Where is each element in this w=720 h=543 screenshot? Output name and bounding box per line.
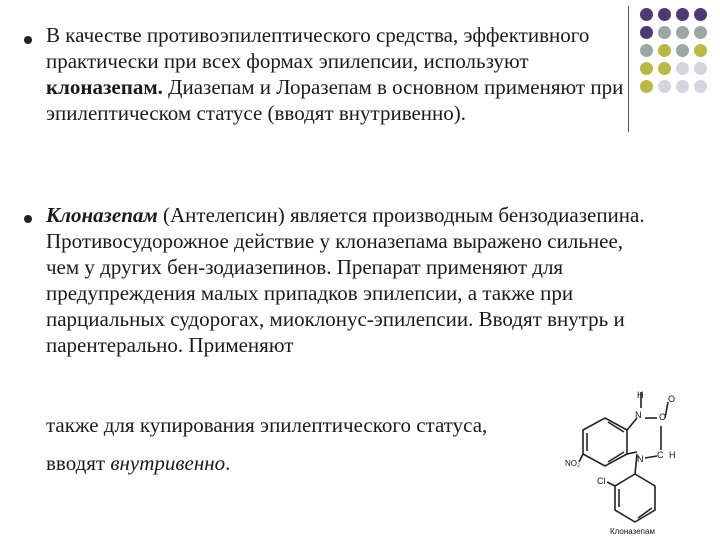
p3-line2a: вводят bbox=[46, 451, 111, 475]
decorative-dot bbox=[694, 8, 707, 21]
decorative-dot bbox=[640, 26, 653, 39]
decorative-dot bbox=[640, 8, 653, 21]
decorative-dot bbox=[658, 26, 671, 39]
structure-svg bbox=[565, 388, 715, 538]
paragraph-3-line-1 bbox=[46, 412, 566, 438]
divider-line bbox=[628, 6, 629, 132]
atom-n2: N bbox=[637, 454, 644, 464]
decorative-dot bbox=[694, 44, 707, 57]
p3-line1: также для купирования эпилептического статуса, bbox=[46, 413, 488, 437]
decorative-dot bbox=[658, 44, 671, 57]
atom-c1: C bbox=[659, 412, 666, 422]
decorative-dot bbox=[676, 26, 689, 39]
decorative-dot bbox=[640, 44, 653, 57]
atom-n1: N bbox=[635, 410, 642, 420]
decorative-dot bbox=[658, 62, 671, 75]
decorative-dot bbox=[676, 80, 689, 93]
bullet-2 bbox=[24, 215, 32, 223]
decorative-dot bbox=[694, 80, 707, 93]
atom-h2: H bbox=[669, 450, 676, 460]
paragraph-3-line-2 bbox=[46, 450, 566, 476]
p3-italic-word: внутривенно bbox=[110, 451, 226, 475]
atom-cl: Cl bbox=[597, 476, 606, 486]
atom-c2: C bbox=[657, 450, 664, 460]
p1-bold-term: клоназепам. bbox=[46, 75, 163, 99]
decorative-dot bbox=[676, 62, 689, 75]
p1-text-a: В качестве противоэпилептического средства, эффективного практически при всех формах эпилепсии, используют bbox=[46, 23, 590, 73]
atom-no2: NO₂ bbox=[565, 459, 581, 468]
p2-bold-italic-term: Клоназепам bbox=[46, 203, 158, 227]
atom-o: O bbox=[668, 394, 676, 404]
decorative-dot bbox=[640, 62, 653, 75]
decorative-dot bbox=[694, 62, 707, 75]
decorative-dot bbox=[658, 8, 671, 21]
decorative-dot bbox=[658, 80, 671, 93]
paragraph-1 bbox=[46, 22, 626, 126]
bullet-1 bbox=[24, 36, 32, 44]
decorative-dot bbox=[640, 80, 653, 93]
decorative-dot bbox=[676, 8, 689, 21]
decorative-dot bbox=[676, 44, 689, 57]
clonazepam-structure-image bbox=[565, 388, 715, 538]
atom-h: H bbox=[637, 390, 644, 400]
p3-line2c: . bbox=[225, 451, 231, 475]
structure-caption: Клоназепам bbox=[610, 527, 655, 536]
decorative-dot bbox=[694, 26, 707, 39]
paragraph-2 bbox=[46, 202, 646, 358]
p1-text-c: Диазепам и Лоразепам в основном применяют при эпилептическом статусе (вводят внутривенно). bbox=[46, 75, 624, 125]
p2-text: (Антелепсин) является производным бензодиазепина. Противосудорожное действие у клоназепама выражено сильнее, чем у других бен-зодиазепинов. Препарат применяют для предупреждения малых припадков эпилепсии, а также при парциальных судорогах, миоклонус-эпилепсии. Вводят внутрь и парентерально. Применяют bbox=[46, 203, 645, 357]
